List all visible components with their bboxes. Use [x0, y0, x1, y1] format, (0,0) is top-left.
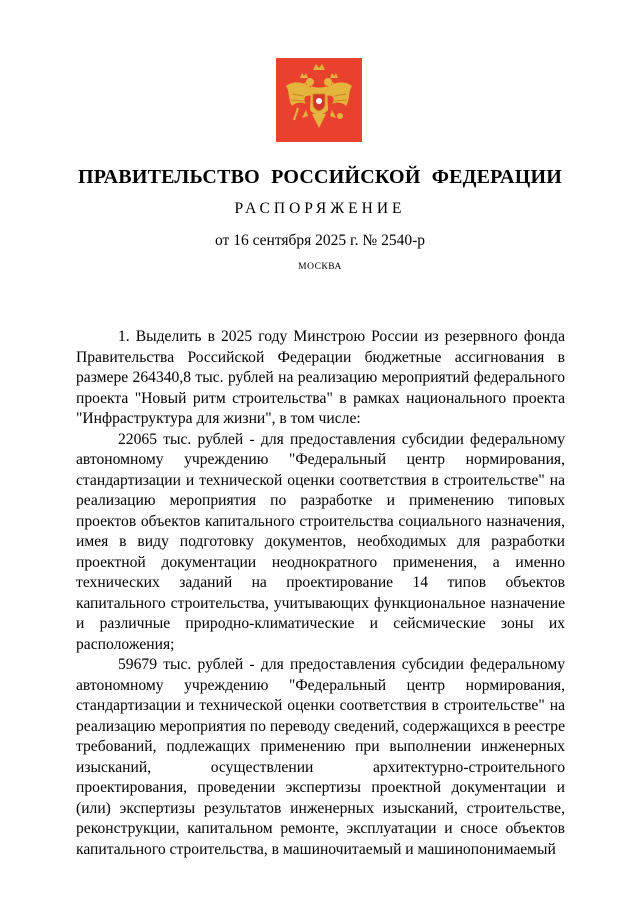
paragraph: 59679 тыс. рублей - для предоставления субсидии федеральному автономному учреждению "Федеральный центр нормирования, стандартизации и технической оценки соответствия в строительстве" на реализацию мероприятия по переводу сведений, содержащихся в реестре требований, подлежащих применению при выполнении инженерных изысканий, осуществлении архитектурно-строительного проектирования, проведении экспертизы проектной документации и (или) экспертизы результатов инженерных изысканий, строительстве, реконструкции, капитальном ремонте, эксплуатации и сносе объектов капитального строительства, в машиночитаемый и машинопонимаемый [76, 656, 565, 858]
coat-of-arms-icon [276, 58, 362, 142]
document-date-number: от 16 сентября 2025 г. № 2540-р [215, 232, 425, 249]
coat-of-arms-graphic [276, 58, 362, 142]
document-city: МОСКВА [298, 262, 342, 272]
paragraph: 1. Выделить в 2025 году Минстрою России из резервного фонда Правительства Российской Федерации бюджетные ассигнования в размере 264340,8 тыс. рублей на реализацию мероприятий федерального проекта "Новый ритм строительства" в рамках национального проекта "Инфраструктура для жизни", в том числе: [76, 328, 565, 427]
document-body [76, 327, 565, 860]
document-type: РАСПОРЯЖЕНИЕ [234, 200, 406, 217]
government-title: ПРАВИТЕЛЬСТВО РОССИЙСКОЙ ФЕДЕРАЦИИ [78, 166, 562, 188]
paragraph: 22065 тыс. рублей - для предоставления субсидии федеральному автономному учреждению "Федеральный центр нормирования, стандартизации и технической оценки соответствия в строительстве" на реализацию мероприятия по разработке и применению типовых проектов объектов капитального строительства социального назначения, имея в виду подготовку документов, необходимых для разработки проектной документации неоднократного применения, а именно технических заданий на проектирование 14 типов объектов капитального строительства, учитывающих функциональное назначение и различные природно-климатические и сейсмические зоны их расположения; [76, 430, 565, 653]
